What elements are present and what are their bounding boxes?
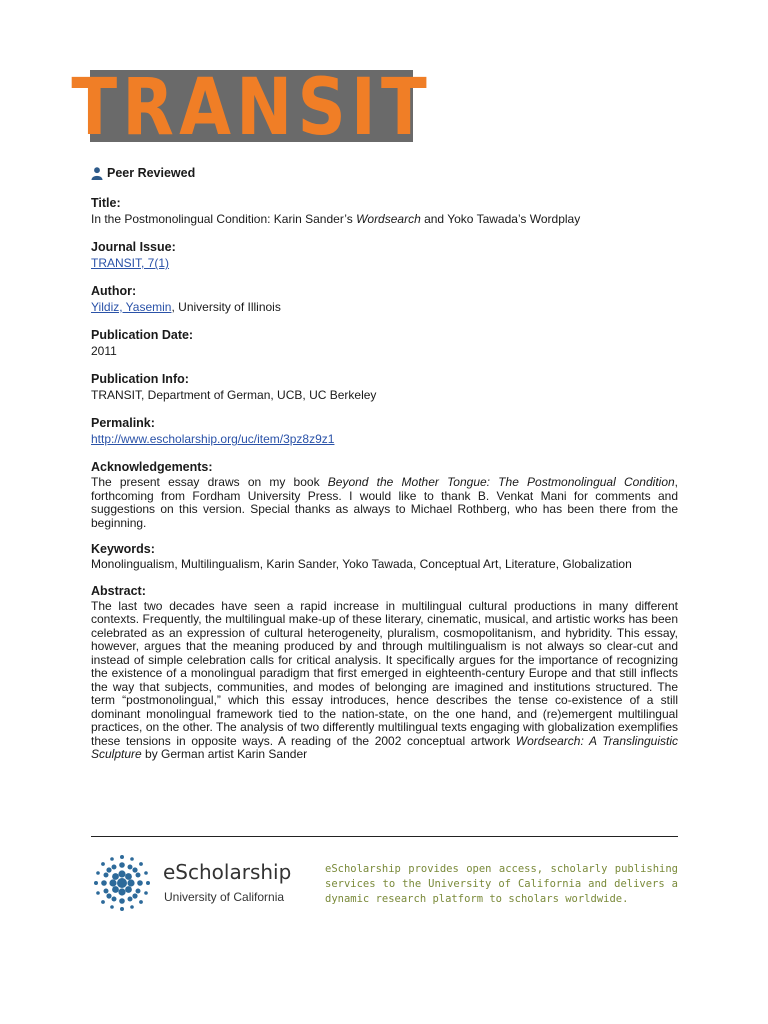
journal-issue-link[interactable]: TRANSIT, 7(1) [91, 256, 170, 270]
keywords-label: Keywords: [91, 542, 155, 556]
journal-issue-value [91, 256, 678, 270]
author-label: Author: [91, 284, 137, 298]
ack-text-2: , forthcoming from Fordham University Press. I would like to thank B. Venkat Mani for comments and suggestions on this version. Special thanks as always to Michael Rothberg, who has been there from the beginning. [91, 475, 679, 530]
ack-text-1: The present essay draws on my book [91, 475, 328, 489]
keywords-text: Monolingualism, Multilingualism, Karin Sander, Yoko Tawada, Conceptual Art, Literature, Globalization [91, 557, 632, 571]
title-text-2: and Yoko Tawada’s Wordplay [420, 212, 581, 226]
title-text-italic: Wordsearch [356, 212, 421, 226]
transit-logo [71, 63, 432, 153]
permalink-label: Permalink: [91, 416, 155, 430]
author-affiliation: , University of Illinois [171, 300, 281, 314]
acknowledgements-text [91, 476, 678, 530]
journal-issue-label: Journal Issue: [91, 240, 176, 254]
abstract-text-1: The last two decades have seen a rapid increase in multilingual cultural productions in many different contexts. Frequently, the multilingual make-up of these literary, cinematic, musical, and artistic works has been celebrated as an expression of cultural heterogeneity, pluralism, cosmopolitanism, and hybridity. This essay, however, argues that the meaning produced by and through multilingualism is not always so clear-cut and instead of simple celebration calls for critical analysis. It specifically argues for the importance of recognizing the existence of a monolingual paradigm that first emerged in eighteenth-century Europe and that still inflects the way that subjects, communities, and modes of belonging are imagined and institutions structured. The term “postmonolingual,” which this essay introduces, hence describes the tense co-existence of a still dominant monolingual framework tied to the nation-state, on the one hand, and (re)emergent multilingual practices, on the other. The analysis of two differently multilingual texts engaging with globalization exemplifies these tensions in opposite ways. A reading of the 2002 conceptual artwork [91, 598, 678, 748]
title-text-1: In the Postmonolingual Condition: Karin Sander’s [91, 212, 357, 226]
author-link[interactable]: Yildiz, Yasemin [91, 300, 172, 314]
transit-logo-text: TRANSIT [71, 63, 432, 153]
person-icon [91, 167, 103, 180]
publication-date-value: 2011 [91, 344, 117, 358]
escholarship-logo-icon [92, 853, 152, 913]
permalink-link[interactable]: http://www.escholarship.org/uc/item/3pz8z9z1 [91, 432, 335, 446]
abstract-label: Abstract: [91, 583, 146, 598]
publication-info-value: TRANSIT, Department of German, UCB, UC Berkeley [91, 388, 377, 402]
escholarship-description: eScholarship provides open access, scholarly publishing services to the University of California and delivers a dynamic research platform to scholars worldwide. [325, 863, 678, 905]
title-label: Title: [91, 196, 121, 210]
peer-reviewed-label: Peer Reviewed [107, 166, 196, 180]
escholarship-subtitle: University of California [164, 890, 285, 904]
abstract-text-italic: Wordsearch: A Translinguistic Sculpture [91, 733, 679, 761]
publication-info-label: Publication Info: [91, 372, 189, 386]
title-value [91, 212, 678, 226]
abstract-text [91, 600, 678, 762]
footer-divider [91, 836, 678, 837]
publication-date-label: Publication Date: [91, 328, 194, 342]
acknowledgements-label: Acknowledgements: [91, 460, 213, 474]
escholarship-name: eScholarship [163, 860, 292, 884]
article-metadata [91, 166, 678, 774]
abstract-text-2: by German artist Karin Sander [141, 747, 308, 761]
ack-text-italic: Beyond the Mother Tongue: The Postmonolingual Condition [327, 475, 675, 489]
permalink-value [91, 432, 678, 446]
peer-reviewed-badge [91, 166, 678, 180]
author-value [91, 300, 678, 314]
